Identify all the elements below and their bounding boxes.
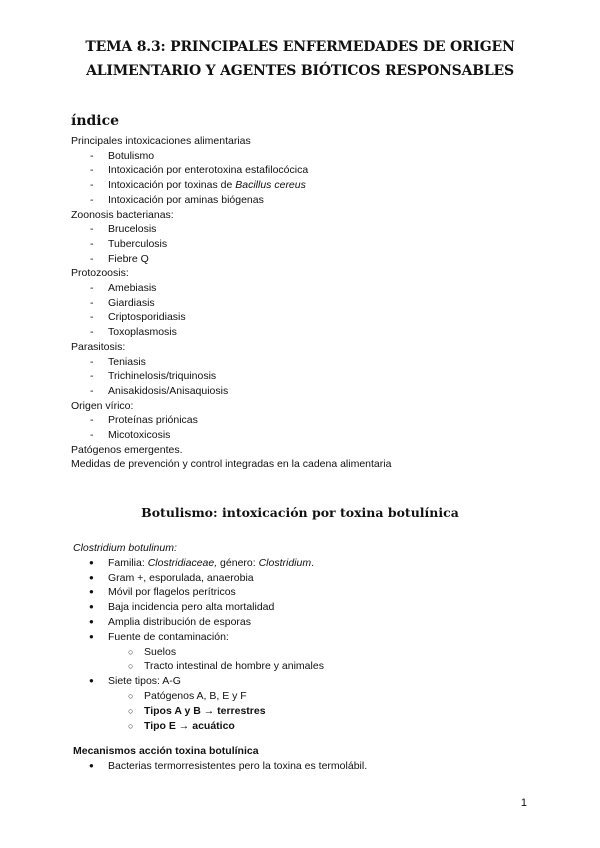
section-title: Botulismo: intoxicación por toxina botulínica	[141, 505, 459, 520]
list-item: ● Gram +, esporulada, anaerobia	[89, 571, 254, 584]
bullet-icon: ●	[89, 761, 94, 770]
sub-list-item: ○ Suelos	[128, 645, 177, 658]
toc-measures: Medidas de prevención y control integradas en la cadena alimentaria	[71, 458, 392, 471]
list-item: ● Baja incidencia pero alta mortalidad	[89, 601, 275, 614]
toc-parasitosis-heading: Parasitosis:	[71, 340, 126, 353]
toc-zoonosis-heading: Zoonosis bacterianas:	[71, 208, 174, 221]
bullet-icon: ●	[89, 572, 94, 582]
toc-item: - Intoxicación por toxinas de Bacillus cereus	[90, 179, 306, 192]
sub-list-item: ○ Patógenos A, B, E y F	[128, 689, 247, 702]
toc-intox-heading: Principales intoxicaciones alimentarias	[71, 135, 251, 147]
list-item: ● Amplia distribución de esporas	[89, 615, 251, 628]
list-item: ● Fuente de contaminación:	[89, 630, 229, 643]
toc-item: - Tuberculosis	[90, 237, 168, 250]
toc-emergent: Patógenos emergentes.	[71, 443, 183, 456]
circle-bullet-icon: ○	[128, 690, 134, 701]
toc-item: - Brucelosis	[90, 223, 157, 236]
toc-item: - Criptosporidiasis	[90, 311, 186, 324]
page-number: 1	[520, 797, 527, 809]
sub-list-item: ○ Tipos A y B → terrestres	[128, 704, 266, 717]
list-item: ● Móvil por flagelos perítricos	[89, 586, 236, 599]
toc-item: - Botulismo	[90, 149, 155, 162]
sub-list-item: ○ Tracto intestinal de hombre y animales	[128, 660, 324, 673]
list-item: ● Siete tipos: A-G	[89, 675, 181, 688]
toc-item: - Proteínas priónicas	[90, 414, 198, 427]
bullet-icon: ●	[89, 602, 94, 612]
circle-bullet-icon: ○	[128, 661, 134, 672]
list-item: ● Familia: Clostridiaceae, género: Clostridium.	[89, 556, 315, 569]
bullet-icon: ●	[89, 557, 94, 567]
mechanisms-heading: Mecanismos acción toxina botulínica	[73, 745, 259, 757]
list-item: ● Bacterias termorresistentes pero la toxina es termolábil.	[89, 760, 368, 772]
circle-bullet-icon: ○	[128, 720, 134, 731]
bullet-icon: ●	[89, 631, 94, 641]
toc-viral-heading: Origen vírico:	[71, 399, 134, 412]
toc-item: - Toxoplasmosis	[90, 326, 177, 339]
table-of-contents	[71, 134, 391, 472]
title-line-1: TEMA 8.3: PRINCIPALES ENFERMEDADES DE ORIGEN	[85, 39, 515, 55]
index-heading: índice	[71, 113, 120, 129]
botulism-content	[73, 541, 324, 733]
toc-item: - Anisakidosis/Anisaquiosis	[90, 384, 229, 397]
circle-bullet-icon: ○	[128, 705, 134, 716]
toc-item: - Amebiasis	[90, 282, 157, 295]
bullet-icon: ●	[89, 587, 94, 597]
organism-name: Clostridium botulinum:	[73, 542, 177, 554]
toc-item: - Teniasis	[90, 355, 146, 368]
bullet-icon: ●	[89, 616, 94, 626]
circle-bullet-icon: ○	[128, 646, 134, 657]
title-line-2: ALIMENTARIO Y AGENTES BIÓTICOS RESPONSABLES	[86, 63, 514, 79]
toc-item: - Giardiasis	[90, 296, 155, 309]
toc-item: - Fiebre Q	[90, 252, 149, 265]
document-title	[0, 35, 600, 83]
toc-protozoosis-heading: Protozoosis:	[71, 267, 129, 280]
toc-item: - Intoxicación por aminas biógenas	[90, 193, 264, 206]
toc-item: - Trichinelosis/triquinosis	[90, 370, 217, 383]
toc-item: - Intoxicación por enterotoxina estafilocócica	[90, 164, 309, 177]
sub-list-item: ○ Tipo E → acuático	[128, 719, 235, 732]
bullet-icon: ●	[89, 676, 94, 686]
toc-item: - Micotoxicosis	[90, 429, 171, 442]
